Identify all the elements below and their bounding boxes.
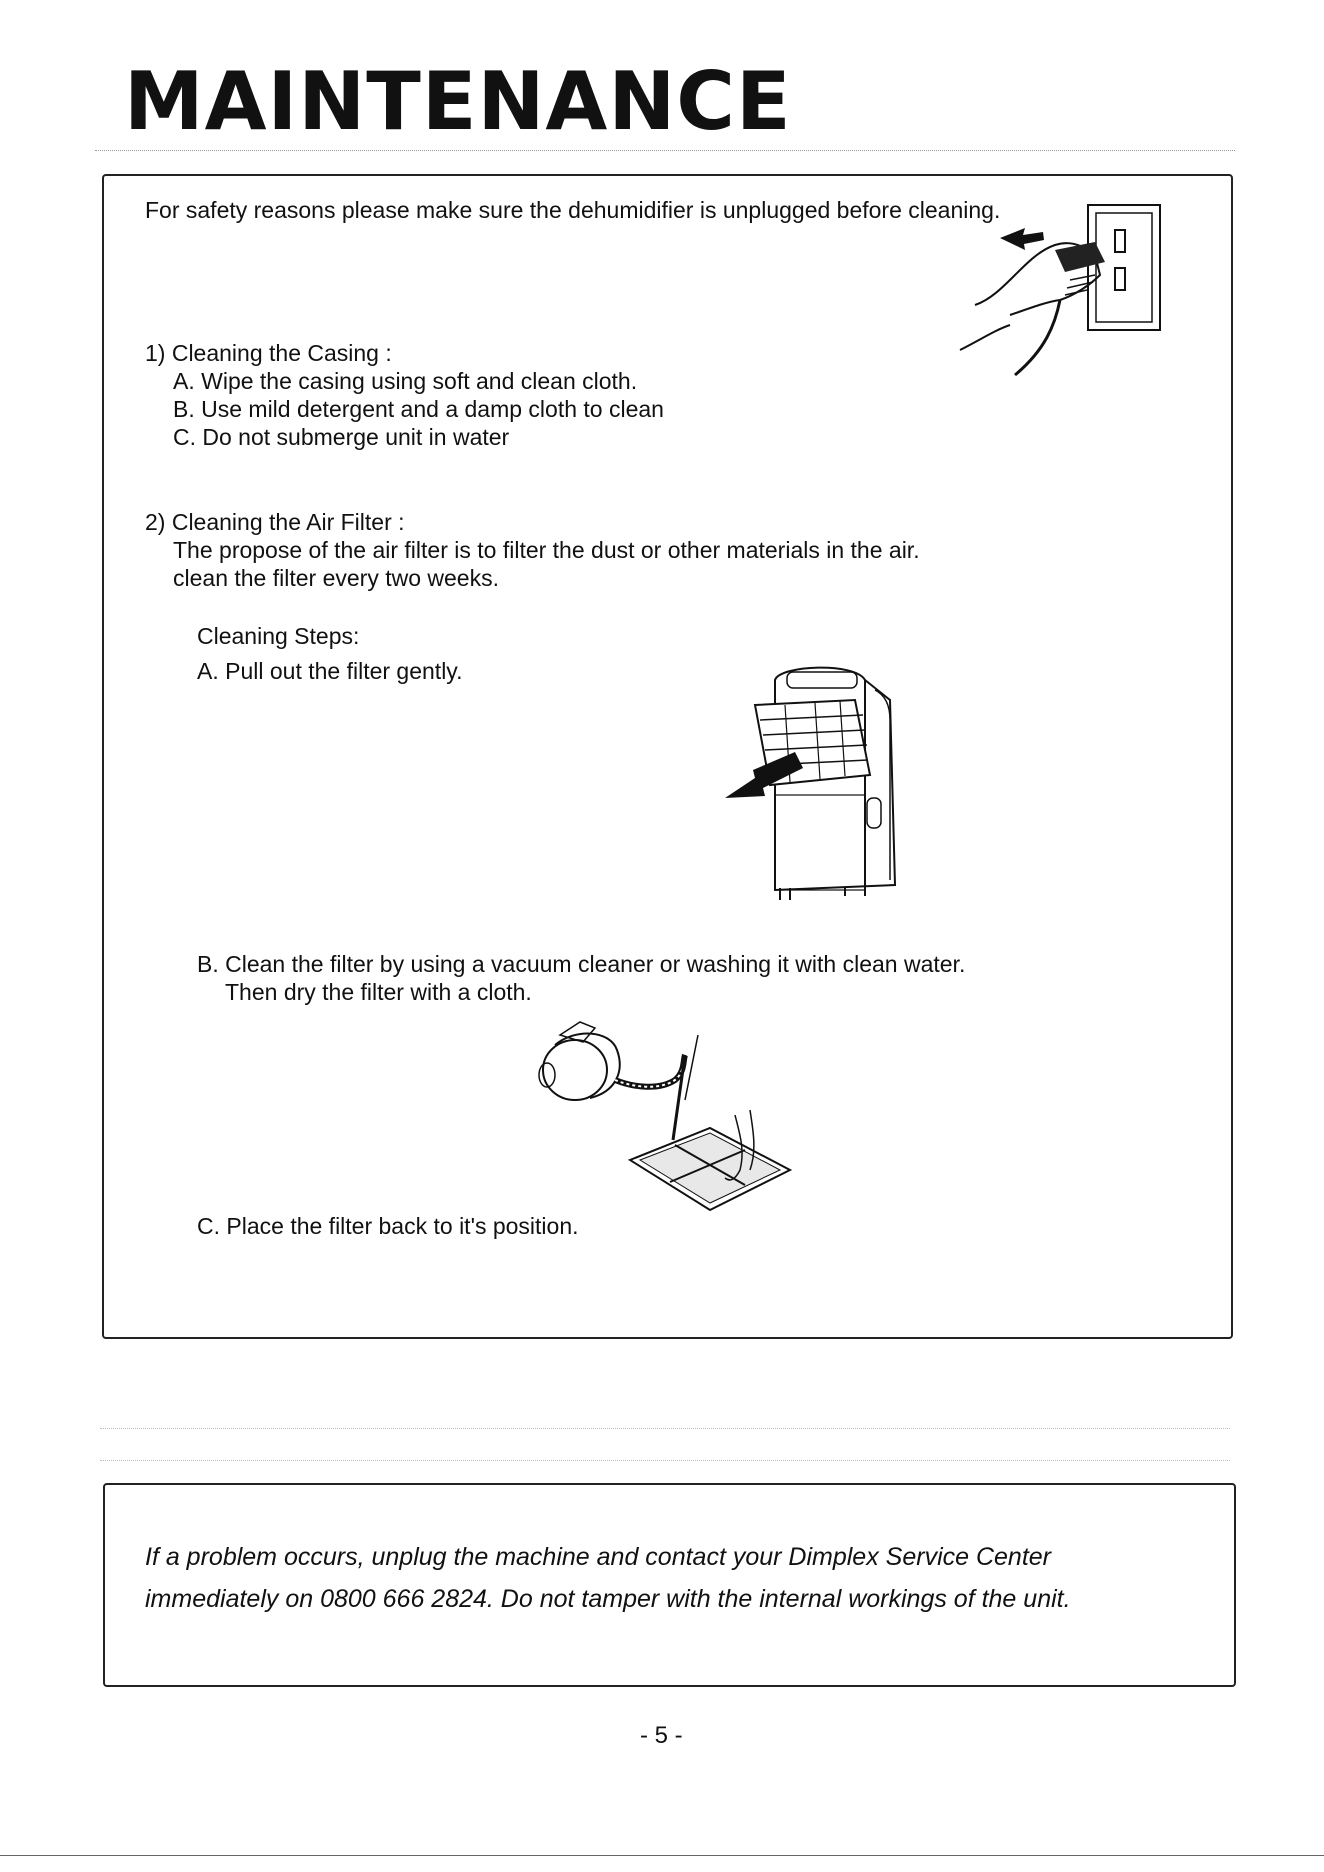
filter-step-b-continued: Then dry the filter with a cloth.	[225, 979, 532, 1005]
filter-heading: 2) Cleaning the Air Filter :	[145, 509, 405, 535]
service-notice-line-1: If a problem occurs, unplug the machine and contact your Dimplex Service Center	[145, 1543, 1052, 1571]
faint-dotted-line	[100, 1428, 1230, 1429]
page-number: - 5 -	[640, 1722, 683, 1749]
cleaning-steps-heading: Cleaning Steps:	[197, 623, 360, 649]
bottom-divider	[0, 1855, 1324, 1856]
dehumidifier-filter-illustration	[725, 660, 925, 910]
casing-step-c: C. Do not submerge unit in water	[173, 424, 510, 450]
filter-step-b: B. Clean the filter by using a vacuum cleaner or washing it with clean water.	[197, 951, 966, 977]
plug-unplug-illustration	[955, 200, 1170, 385]
casing-step-a: A. Wipe the casing using soft and clean cloth.	[173, 368, 638, 394]
filter-description: The propose of the air filter is to filter the dust or other materials in the air.	[173, 537, 920, 563]
filter-frequency: clean the filter every two weeks.	[173, 565, 499, 591]
faint-dotted-line	[100, 1460, 1230, 1461]
page-title: MAINTENANCE	[124, 55, 792, 148]
filter-step-c: C. Place the filter back to it's position.	[197, 1213, 579, 1239]
vacuum-cleaner-illustration	[535, 1010, 795, 1225]
casing-step-b: B. Use mild detergent and a damp cloth to clean	[173, 396, 664, 422]
service-notice-line-2: immediately on 0800 666 2824. Do not tamper with the internal workings of the unit.	[145, 1585, 1071, 1613]
filter-step-a: A. Pull out the filter gently.	[197, 658, 463, 684]
title-divider	[95, 150, 1235, 151]
safety-note: For safety reasons please make sure the dehumidifier is unplugged before cleaning.	[145, 197, 1001, 223]
casing-heading: 1) Cleaning the Casing :	[145, 340, 392, 366]
